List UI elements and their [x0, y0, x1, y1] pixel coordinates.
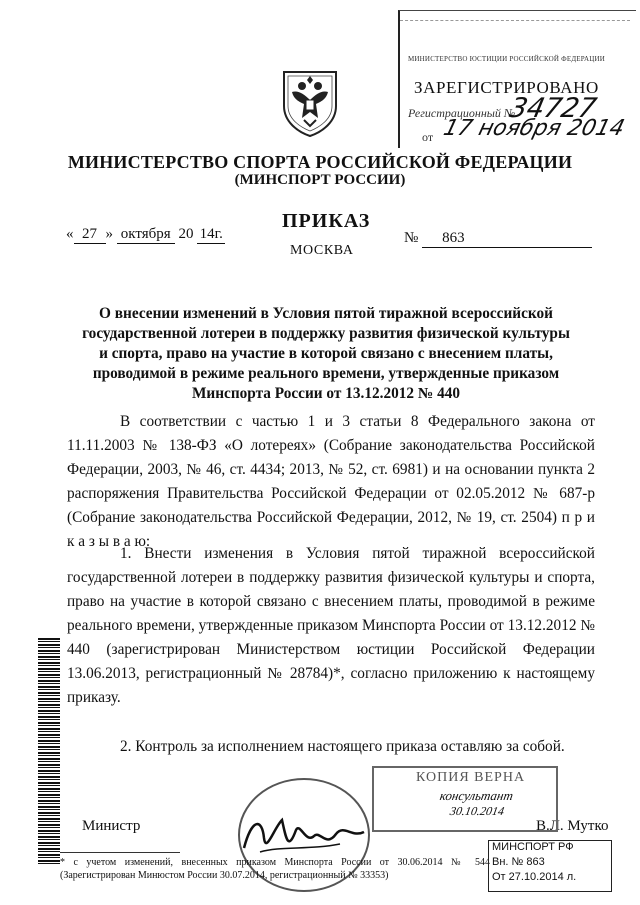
document-type: ПРИКАЗ — [282, 210, 371, 232]
order-number-row — [404, 230, 592, 248]
signatory-name: В.Л. Мутко — [536, 818, 609, 834]
coat-of-arms-icon — [278, 66, 342, 138]
footnote-divider — [60, 852, 180, 853]
city: МОСКВА — [290, 243, 354, 258]
copy-stamp-date: 30.10.2014 — [448, 804, 506, 818]
registration-title: ЗАРЕГИСТРИРОВАНО — [414, 78, 599, 97]
registration-number-label: Регистрационный № — [408, 106, 516, 120]
body-paragraph-preamble: В соответствии с частью 1 и 3 статьи 8 Федерального закона от 11.11.2003 № 138-ФЗ «О лотереях» (Собрание законодательства Российской Федерации, 2003, № 46, ст. 4434; 2013, № 52, ст. 6981) и на основании пункта 2 распоряжения Правительства Российской Федерации от 02.05.2012 № 687-р (Собрание законодательства Российской Федерации, 2012, № 19, ст. 2504) п р и к а з ы в а ю: — [67, 413, 595, 550]
order-month: октября — [117, 226, 175, 244]
open-quote: « — [66, 226, 74, 242]
body-paragraph-item-2: 2. Контроль за исполнением настоящего приказа оставляю за собой. — [120, 738, 565, 755]
body-paragraph-item-1: 1. Внести изменения в Условия пятой тиражной всероссийской государственной лотереи в поддержку развития физической культуры и спорта, право на участие в которой связано с внесением платы, проводимой в режиме реального времени, утвержденные приказом Минспорта России от 13.12.2012 № 440 (зарегистрирован Министерством юстиции Российской Федерации 13.06.2013, регистрационный № 28784)*, согласно приложению к настоящему приказу. — [67, 545, 595, 706]
barcode — [38, 638, 60, 864]
order-title: О внесении изменений в Условия пятой тиражной всероссийской государственной лотереи в поддержку развития физической культуры и спорта, право на участие в которой связано с внесением платы, проводимой в режиме реального времени, утвержденные приказом Минспорта России от 13.12.2012 № 440 — [82, 305, 570, 402]
incoming-stamp-date: От 27.10.2014 л. — [492, 871, 577, 883]
close-quote: » — [105, 226, 113, 242]
registration-date: 17 ноября 2014 — [440, 116, 627, 141]
incoming-stamp-org: МИНСПОРТ РФ — [492, 841, 574, 853]
copy-stamp-role: консультант — [438, 788, 515, 803]
registration-date-label: от — [422, 130, 434, 144]
order-year-suffix: 14г. — [197, 226, 225, 244]
ministry-name: МИНИСТЕРСТВО СПОРТА РОССИЙСКОЙ ФЕДЕРАЦИИ — [67, 152, 573, 172]
registration-ministry: МИНИСТЕРСТВО ЮСТИЦИИ РОССИЙСКОЙ ФЕДЕРАЦИИ — [408, 55, 605, 63]
order-day: 27 — [74, 226, 106, 244]
signature-scribble — [240, 808, 370, 863]
order-year-prefix: 20 — [178, 226, 194, 242]
stamp-divider — [400, 20, 630, 21]
order-number-label: № — [404, 230, 419, 246]
order-date — [66, 226, 225, 244]
copy-stamp-title: КОПИЯ ВЕРНА — [416, 770, 526, 785]
footnote: * с учетом изменений, внесенных приказом Минспорта России от 30.06.2014 № 544 (Зарегистрирован Минюстом России 30.07.2014, регистрационный № 33353) — [60, 857, 490, 881]
incoming-stamp-number: Вн. № 863 — [492, 856, 545, 868]
signatory-position: Министр — [82, 818, 141, 834]
registration-number: 34727 — [506, 93, 600, 124]
order-number: 863 — [422, 230, 592, 248]
ministry-short-name: (МИНСПОРТ РОССИИ) — [234, 172, 406, 188]
